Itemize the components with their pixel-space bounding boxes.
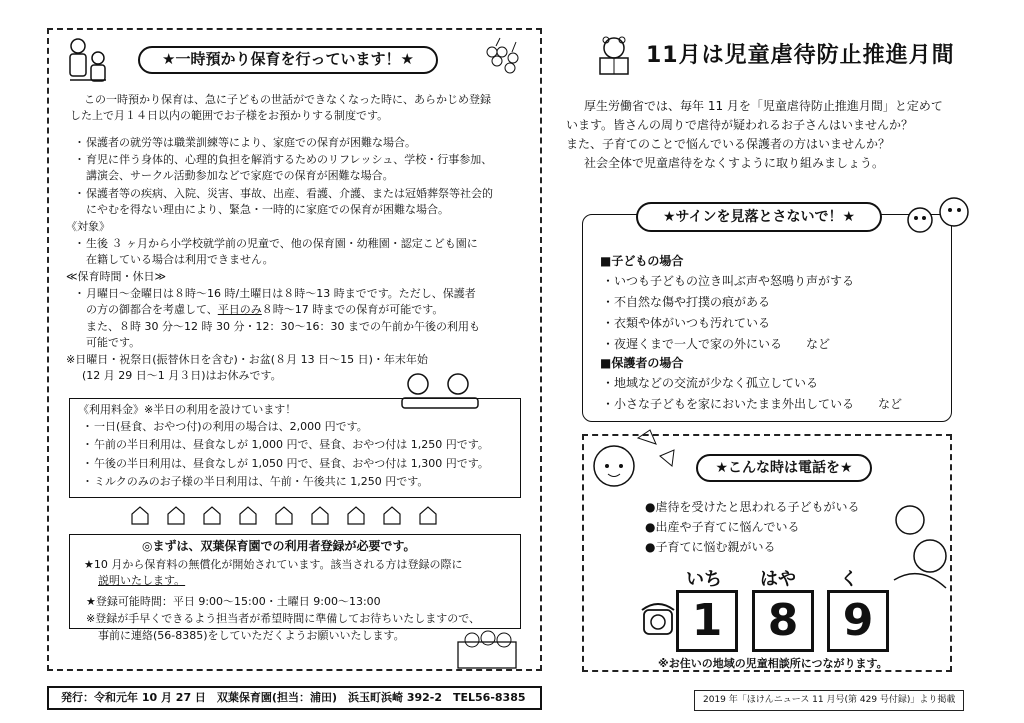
hotline-digit: 8 — [752, 590, 814, 652]
call-title: ★こんな時は電話を★ — [696, 454, 872, 482]
issuer-footer: 発行：令和元年 10 月 27 日 双葉保育園(担当：浦田) 浜玉町浜崎 392-2 TEL56-8385 — [47, 686, 542, 710]
target-item-cont: 在籍している場合は利用できません。 — [86, 253, 274, 266]
reason-item: ・ 保護者等の疾病、入院、災害、事故、出産、看護、介護、または冠婚葬祭等社会的 — [86, 186, 493, 202]
parent-sign-item: ・ 小さな子どもを家においたまま外出している など — [614, 396, 902, 413]
prevention-intro-line: います。皆さんの周りで虐待が疑われるお子さんはいませんか？ — [566, 118, 914, 132]
hours-item-cont — [86, 302, 443, 318]
weekdays-only-text: 平日のみ — [217, 303, 262, 316]
hotline-digit: 9 — [827, 590, 889, 652]
hours-item-cont: 可能です。 — [86, 336, 141, 349]
grapes-illustration — [478, 34, 526, 80]
telephone-icon — [640, 598, 676, 638]
children-group-illustration — [456, 628, 518, 670]
fee-item: ・ ミルクのみのお子様の半日利用は、午前・午後共に 1,250 円です。 — [94, 474, 428, 490]
hours-text: の方の御都合を考慮して、 — [86, 303, 218, 316]
registration-line: ★10 月から保育料の無償化が開始されています。該当される方は登録の際に — [84, 558, 463, 571]
call-case-item: ●子育てに悩む親がいる — [645, 540, 776, 554]
intro-line-1: この一時預かり保育は、急に子どもの世話ができなくなった時に、あらかじめ登録 — [84, 93, 491, 106]
child-signs-heading: ■子どもの場合 — [600, 254, 684, 268]
hotline-kana: はや — [760, 569, 796, 590]
source-credit: 2019 年「ほけんニュース 11 月号(第 429 号付録)」より掲載 — [694, 690, 964, 711]
mother-child-illustration — [886, 500, 954, 596]
hours-heading: ≪保育時間・休日≫ — [66, 270, 167, 283]
target-item: ・ 生後 ３ ヶ月から小学校就学前の児童で、他の保育園・幼稚園・認定こども園に — [86, 236, 478, 252]
reason-item-cont: にやむを得ない理由により、緊急・一時的に家庭での保育が困難な場合。 — [86, 203, 449, 216]
fee-item: ・ 午前の半日利用は、昼食なしが 1,000 円で、昼食、おやつ付は 1,250 円です。 — [94, 437, 489, 453]
call-case-item: ●出産や子育てに悩んでいる — [645, 520, 800, 534]
hours-item: ・ 月曜日〜金曜日は８時〜16 時/土曜日は８時〜13 時までです。ただし、保護者 — [86, 286, 476, 302]
holiday-note-cont: (12 月 29 日〜1 月３日)はお休みです。 — [82, 369, 282, 382]
registration-note-cont: 事前に連絡(56-8385)をしていただくようお願いいたします。 — [98, 629, 405, 642]
fee-item: ・ 午後の半日利用は、昼食なしが 1,050 円で、昼食、おやつ付は 1,300 円です。 — [94, 456, 489, 472]
reason-item: ・ 保護者の就労等は職業訓練等により、家庭での保育が困難な場合。 — [86, 135, 416, 151]
abuse-prevention-title: 11月は児童虐待防止推進月間 — [646, 43, 955, 68]
registration-note: ※登録が手早くできるよう担当者が希望時間に準備してお待ちいたしますので、 — [86, 612, 480, 625]
reason-item-cont: 講演会、サークル活動参加などで家庭での保育が困難な場合。 — [86, 169, 394, 182]
girl-leaves-illustration — [576, 426, 686, 496]
registration-line: 説明いたします。 — [98, 574, 186, 587]
prevention-intro-line: 社会全体で児童虐待をなくすように取り組みましょう。 — [584, 156, 885, 170]
target-heading: 《対象》 — [66, 220, 110, 233]
call-note: ※お住いの地域の児童相談所につながります。 — [658, 657, 888, 670]
warning-signs-title: ★サインを見落とさないで！★ — [636, 202, 882, 232]
hours-text: ８時〜17 時までの保育が可能です。 — [261, 303, 444, 316]
call-case-item: ●虐待を受けたと思われる子どもがいる — [645, 500, 860, 514]
child-sign-item: ・ 衣類や体がいつも汚れている — [614, 315, 770, 332]
hotline-kana: いち — [686, 569, 722, 590]
child-sign-item: ・ 不自然な傷や打撲の痕がある — [614, 294, 770, 311]
intro-line-2: した上で月１４日以内の範囲でお子様をお預かりする制度です。 — [70, 109, 389, 122]
hotline-digit: 1 — [676, 590, 738, 652]
fee-heading: 《利用料金》※半日の利用を設けています！ — [78, 403, 297, 416]
hotline-kana: く — [840, 569, 858, 590]
holiday-note: ※日曜日・祝祭日(振替休日を含む)・お盆(８月 13 日〜15 日)・年末年始 — [66, 353, 428, 366]
parent-sign-item: ・ 地域などの交流が少なく孤立している — [614, 375, 818, 392]
bear-gift-illustration — [590, 34, 640, 76]
hours-item-cont: また、８時 30 分〜12 時 30 分・12：30〜16：30 までの午前か午後の利用も — [86, 320, 480, 333]
family-illustration — [56, 36, 120, 88]
child-sign-item: ・ 夜遅くまで一人で家の外にいる など — [614, 336, 830, 353]
child-sign-item: ・ いつも子どもの泣き叫ぶ声や怒鳴り声がする — [614, 273, 854, 290]
temporary-care-title: ★一時預かり保育を行っています！★ — [138, 46, 438, 74]
fee-item: ・ 一日(昼食、おやつ付)の利用の場合は、2,000 円です。 — [94, 419, 368, 435]
registration-heading: ◎まずは、双葉保育園での利用者登録が必要です。 — [142, 539, 416, 553]
houses-border-illustration — [128, 504, 448, 526]
animal-friends-illustration — [902, 190, 978, 246]
parent-signs-heading: ■保護者の場合 — [600, 356, 684, 370]
prevention-intro-line: 厚生労働省では、毎年 11 月を「児童虐待防止推進月間」と定めて — [584, 99, 943, 113]
registration-hours: ★登録可能時間：平日 9:00〜15:00・土曜日 9:00〜13:00 — [86, 595, 381, 608]
prevention-intro-line: また、子育てのことで悩んでいる保護者の方はいませんか？ — [566, 137, 891, 151]
reason-item: ・ 育児に伴う身体的、心理的負担を解消するためのリフレッシュ、学校・行事参加、 — [86, 152, 492, 168]
